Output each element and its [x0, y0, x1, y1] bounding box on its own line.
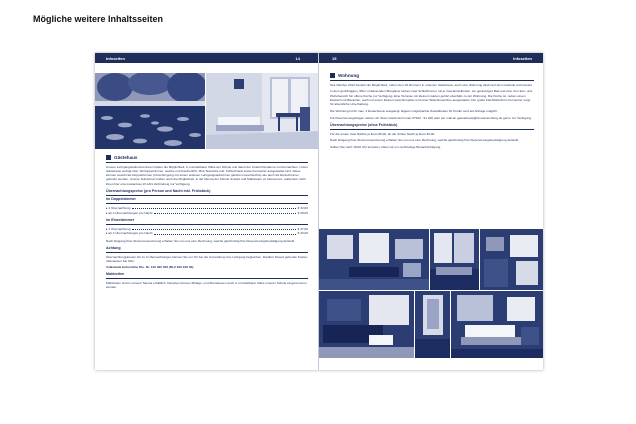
wohnung-title: Wohnung — [330, 73, 534, 78]
section-marker-icon — [106, 155, 111, 160]
section-marker-icon — [330, 73, 335, 78]
wohnung-paragraph: Die Wohnung ist für max. 4 Erwachsene ausgelegt. Eigens mitgebrachte Zustellbetten für Kinder sind auf Anfrage möglich. — [330, 108, 498, 113]
gaestehaus-intro: Unsere Lehrgangsteilnehmerinnen haben die Möglichkeit, in unmittelbarer Nähe der Schule und damit der Unterrichtsräume zu übernachten. Unser Gästehaus verfügt über 18 Doppelzimmer, welche mit Dusche/WC, Mini-Teeküche inkl. Kühlschrank sowie Fernseher ausgestattet sind. Diese können sowohl als Doppelzimmer (Unterbringung mit einem anderen Lehrgangsteilnehmer gleichen Geschlechts) wie auch als Einzelzimmer gebucht werden. Unsere Teilnehmer haben auch die Möglichkeit, in der Mensa der Schule Snacks und Mahlzeiten zu bekommen, außerdem steht ihnen hier eine kostenlose W-LAN-Verbindung zur Verfügung. — [106, 164, 308, 186]
left-page-number: 14 — [295, 56, 300, 61]
right-page — [319, 53, 543, 370]
gaestehaus-title: Gästehaus — [106, 155, 308, 160]
price-row: ▸ 1 Übernachtung € 32,00 — [106, 205, 308, 210]
left-page — [95, 53, 318, 370]
meals-text: Mahlzeiten sind in unserer Mensa erhältlich. Daneben können Mittags- und Abendessen auch in unmittelbarer Nähe unserer Schule eingenommen werden. — [106, 280, 307, 289]
sofa-photo — [319, 291, 414, 358]
page-heading: Mögliche weitere Inhaltsseiten — [33, 14, 164, 24]
section-rule — [330, 129, 534, 130]
meals-title: Mahlzeiten — [106, 272, 125, 277]
wohnung-paragraph: In dem großzügigen, 95m² umfassenden Bungalow stehen zwei Schlafzimmer mit je zwei Einzelbetten, ein geräumiges Bad und eine zum Ess- und Wohnbereich hin offene Küche zur Verfügung. Eine Terrasse mit kleinem Garten gehört ebenfalls zu der Wohnung. Die Küche ist, neben einem Esstisch mit Backofen, auch mit einem kleinen Geschirrspüler und einer Waschmaschine ausgestattet. Der große Flachbildschirm Fernseher sorgt für abendliche Unterhaltung. — [330, 89, 532, 107]
left-page-header-bar — [95, 53, 318, 63]
left-invoice-note: Nach Eingang Ihrer Zimmerreservierung erhalten Sie von uns eine Rechnung, welche gleichzeitig Ihre Reservierungsbestätigung darstellt. — [106, 238, 295, 243]
right-page-header-bar — [319, 53, 543, 63]
wohnung-paragraph: Seit Oktober 2012 besteht die Möglichkeit, neben den 18 Zimmern in unserem Gästehaus, auch eine Wohnung direkt auf dem Gelände anzumieten. — [330, 82, 533, 87]
double-room-title: im Doppelzimmer — [106, 197, 136, 202]
apartment-prices-title: Übernachtungspreise (ohne Frühstück) — [330, 123, 398, 128]
right-invoice-note: Nach Eingang Ihrer Zimmerreservierung erhalten Sie von uns eine Rechnung, welche gleichzeitig Ihre Reservierungsbestätigung darstellt. — [330, 138, 519, 143]
wohnung-section — [330, 73, 534, 149]
left-header-label: Infoseiten — [106, 56, 125, 61]
section-rule — [106, 203, 308, 204]
right-page-number: 15 — [332, 56, 337, 61]
section-rule — [106, 195, 308, 196]
bank-line: Volksbank Hohenlohe Kto. Nr. 126 300 003 (BLZ 620 918 00). — [106, 264, 195, 269]
late-arrival-note: Sollten Sie nach 18:00 Uhr anreisen, bitten wir um rechtzeitige Benachrichtigung. — [330, 145, 442, 150]
single-room-title: im Einzelzimmer — [106, 218, 135, 223]
price-row: ▸ ab 4 Übernachtungen pro Nacht € 28,00 — [106, 210, 308, 215]
apartment-price-text: Für die ersten zwei Nächte je Euro 80,00, ab der dritten Nacht je Euro 60,00. — [330, 131, 436, 136]
guest-room-photo — [206, 73, 318, 149]
section-rule — [330, 80, 534, 81]
bedroom-two-photo — [451, 291, 543, 358]
living-room-photo — [319, 229, 429, 290]
attention-title: Achtung — [106, 246, 121, 251]
price-row: ▸ 1 Übernachtung € 47,00 — [106, 226, 308, 231]
section-rule — [106, 278, 308, 279]
prices-title: Übernachtungspreise (pro Person und Nacht inkl. Frühstück) — [106, 188, 211, 193]
pond-photo — [95, 73, 205, 149]
section-rule — [106, 224, 308, 225]
attention-text: Übernachtungskosten bis zu 3 Übernachtungen können Sie vor Ort bei der Anmeldung zum Lehrgang begleichen. Darüber hinaus gehende Kosten überweisen Sie bitte: — [106, 254, 308, 263]
wohnung-paragraph: Für Reservierungsfragen stehen wir Ihnen telefonisch unter 07942 - 91 200 oder per mail an gaestehaus@bk-weissenburg.de gerne zur Verfügung. — [330, 115, 532, 120]
right-header-label: Infoseiten — [513, 56, 532, 61]
kitchen-photo — [480, 229, 543, 290]
price-row: ▸ ab 4 Übernachtungen pro Nacht € 43,00 — [106, 231, 308, 236]
section-rule — [106, 162, 308, 163]
bedroom-photo — [430, 229, 479, 290]
gaestehaus-section — [106, 155, 308, 289]
brochure-spread — [95, 53, 543, 370]
section-rule — [106, 252, 308, 253]
hallway-photo — [415, 291, 450, 358]
